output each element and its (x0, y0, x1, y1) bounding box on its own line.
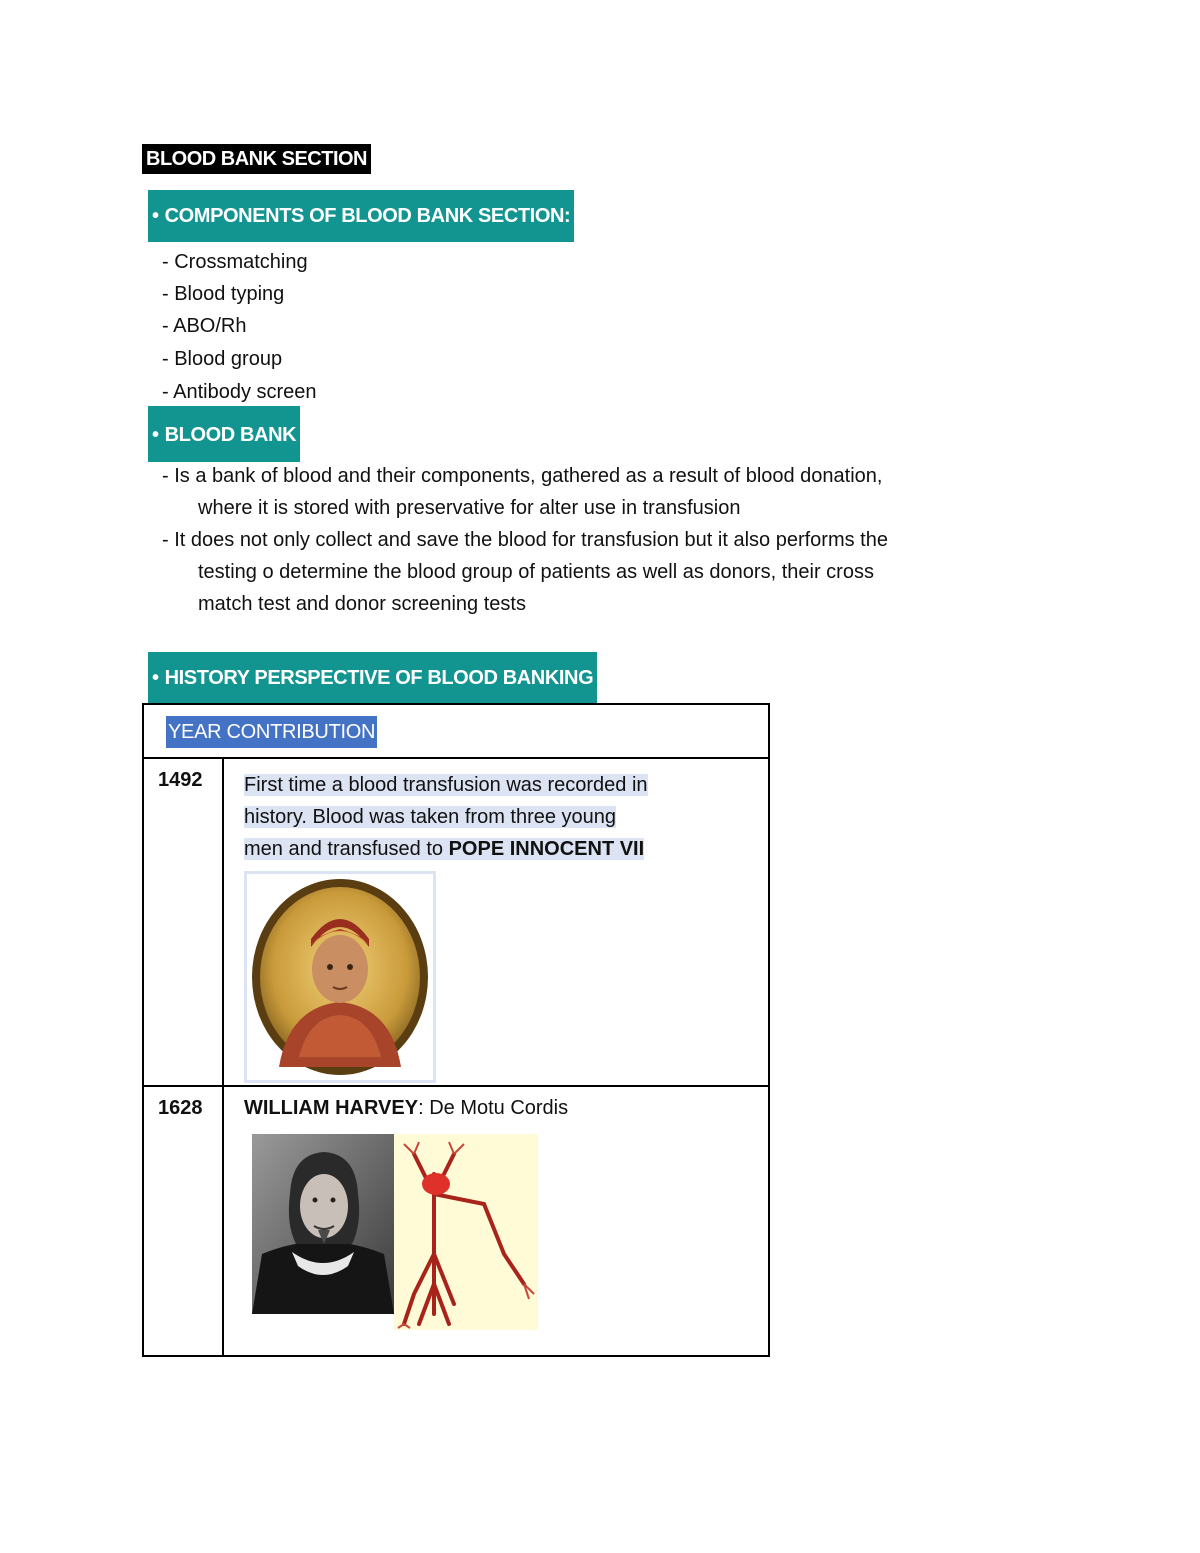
harvey-work: : De Motu Cordis (418, 1097, 569, 1119)
list-item: - Blood typing (162, 283, 285, 305)
circulatory-system-image (394, 1134, 538, 1330)
harvey-name: WILLIAM HARVEY (244, 1097, 419, 1119)
history-heading (148, 652, 597, 704)
william-harvey-portrait-image (252, 1134, 394, 1314)
list-item: - Blood group (162, 348, 283, 370)
table-header-label: YEAR CONTRIBUTION (166, 716, 377, 748)
definition-line: - Is a bank of blood and their components, gathered as a result of blood donation, (162, 465, 883, 487)
contribution-cell (223, 1086, 769, 1356)
history-heading-label: HISTORY PERSPECTIVE OF BLOOD BANKING (164, 667, 594, 689)
definition-line: match test and donor screening tests (198, 593, 526, 615)
pope-name: POPE INNOCENT VII (448, 838, 645, 860)
bullet: • (152, 667, 159, 689)
blood-bank-heading-label: BLOOD BANK (164, 424, 297, 446)
components-heading-label: COMPONENTS OF BLOOD BANK SECTION: (164, 205, 571, 227)
contribution-text: history. Blood was taken from three young (244, 806, 617, 828)
blood-bank-heading (148, 406, 300, 462)
contribution-text: First time a blood transfusion was recorded in (244, 774, 648, 796)
year-cell: 1492 (143, 758, 223, 1086)
pope-portrait-image (244, 871, 436, 1083)
page-title: BLOOD BANK SECTION (142, 144, 371, 174)
table-header-cell (143, 704, 769, 758)
pope-portrait-icon (249, 877, 431, 1077)
history-table (142, 703, 770, 1357)
blood-bank-definition-1 (162, 460, 1042, 524)
contribution-cell (223, 758, 769, 1086)
year-cell: 1628 (143, 1086, 223, 1356)
contribution-text (244, 838, 644, 860)
definition-line: where it is stored with preservative for alter use in transfusion (198, 497, 741, 519)
definition-line: - It does not only collect and save the blood for transfusion but it also performs the (162, 529, 888, 551)
list-item: - Crossmatching (162, 251, 308, 273)
bullet: • (152, 424, 159, 446)
table-row (143, 1086, 769, 1356)
blood-bank-definition-2 (162, 524, 1042, 620)
contribution-text-plain: men and transfused to (244, 838, 449, 860)
bullet: • (152, 205, 159, 227)
definition-line: testing o determine the blood group of patients as well as donors, their cross (198, 561, 874, 583)
table-row (143, 758, 769, 1086)
list-item: - Antibody screen (162, 381, 317, 403)
components-heading (148, 190, 574, 242)
list-item: - ABO/Rh (162, 315, 247, 337)
